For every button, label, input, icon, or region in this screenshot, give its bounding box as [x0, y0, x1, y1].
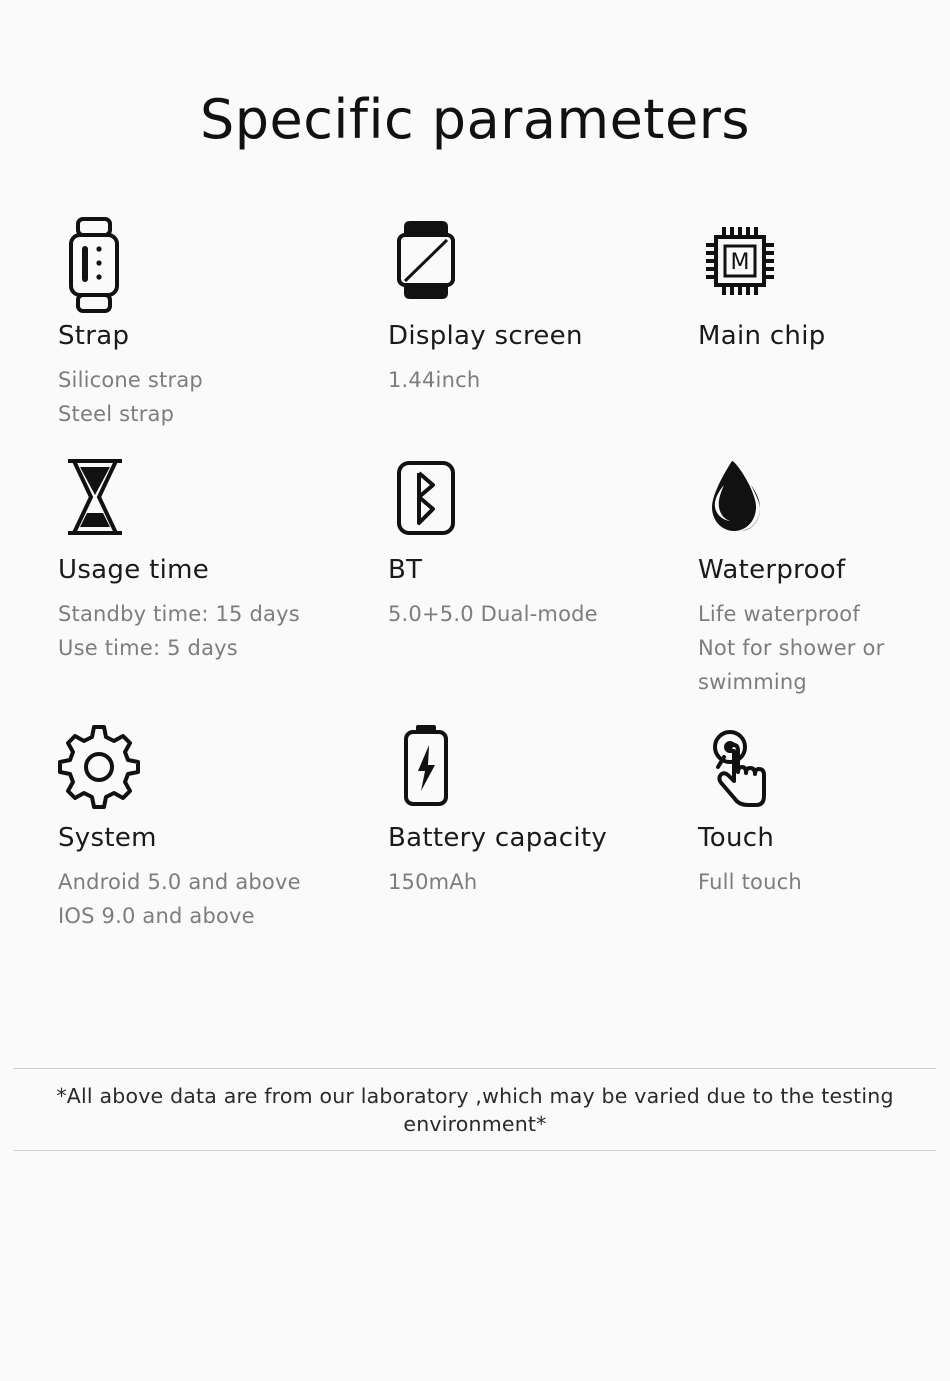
divider-bottom [14, 1150, 936, 1151]
bluetooth-icon [388, 447, 698, 551]
touch-hand-icon [698, 715, 948, 819]
spec-item-strap [58, 213, 388, 447]
spec-item-system [58, 715, 388, 949]
spec-line: Silicone strap [58, 368, 203, 392]
spec-title: Usage time [58, 555, 210, 586]
spec-title: Strap [58, 321, 130, 351]
hourglass-icon [58, 447, 388, 551]
spec-item-bt [388, 447, 698, 715]
spec-item-main-chip [698, 213, 948, 447]
page-title: Specific parameters [199, 88, 751, 151]
spec-line: Not for shower or [698, 636, 885, 661]
spec-item-waterproof [698, 447, 948, 715]
spec-title: System [58, 823, 157, 854]
spec-line: Life waterproof [698, 602, 860, 627]
spec-title: Display screen [388, 321, 583, 351]
spec-line: 5.0+5.0 Dual-mode [388, 602, 598, 627]
spec-line: 1.44inch [388, 368, 481, 392]
water-drop-icon [698, 447, 948, 551]
spec-title: Main chip [698, 321, 826, 351]
spec-item-usage-time [58, 447, 388, 715]
spec-line: swimming [698, 670, 807, 695]
spec-title: BT [388, 555, 423, 586]
spec-title: Waterproof [698, 555, 846, 586]
footnote-text: *All above data are from our laboratory ,which may be varied due to the testing environment* [56, 1084, 894, 1136]
spec-line: Full touch [698, 870, 802, 895]
spec-line: Android 5.0 and above [58, 870, 301, 895]
spec-item-display-screen [388, 213, 698, 447]
battery-icon [388, 715, 698, 819]
spec-line: 150mAh [388, 870, 478, 895]
display-screen-icon [388, 213, 698, 317]
specs-grid [0, 213, 950, 949]
footnote-block [14, 1068, 936, 1151]
spec-item-battery-capacity [388, 715, 698, 949]
spec-line: Steel strap [58, 402, 175, 427]
main-chip-icon [698, 213, 948, 317]
spec-line: Use time: 5 days [58, 636, 238, 661]
spec-item-touch [698, 715, 948, 949]
spec-title: Battery capacity [388, 823, 608, 854]
svg-text:M: M [730, 250, 750, 275]
strap-icon [58, 213, 388, 317]
spec-line: Standby time: 15 days [58, 602, 300, 627]
spec-line: IOS 9.0 and above [58, 904, 255, 929]
spec-title: Touch [698, 823, 775, 854]
gear-icon [58, 715, 388, 819]
